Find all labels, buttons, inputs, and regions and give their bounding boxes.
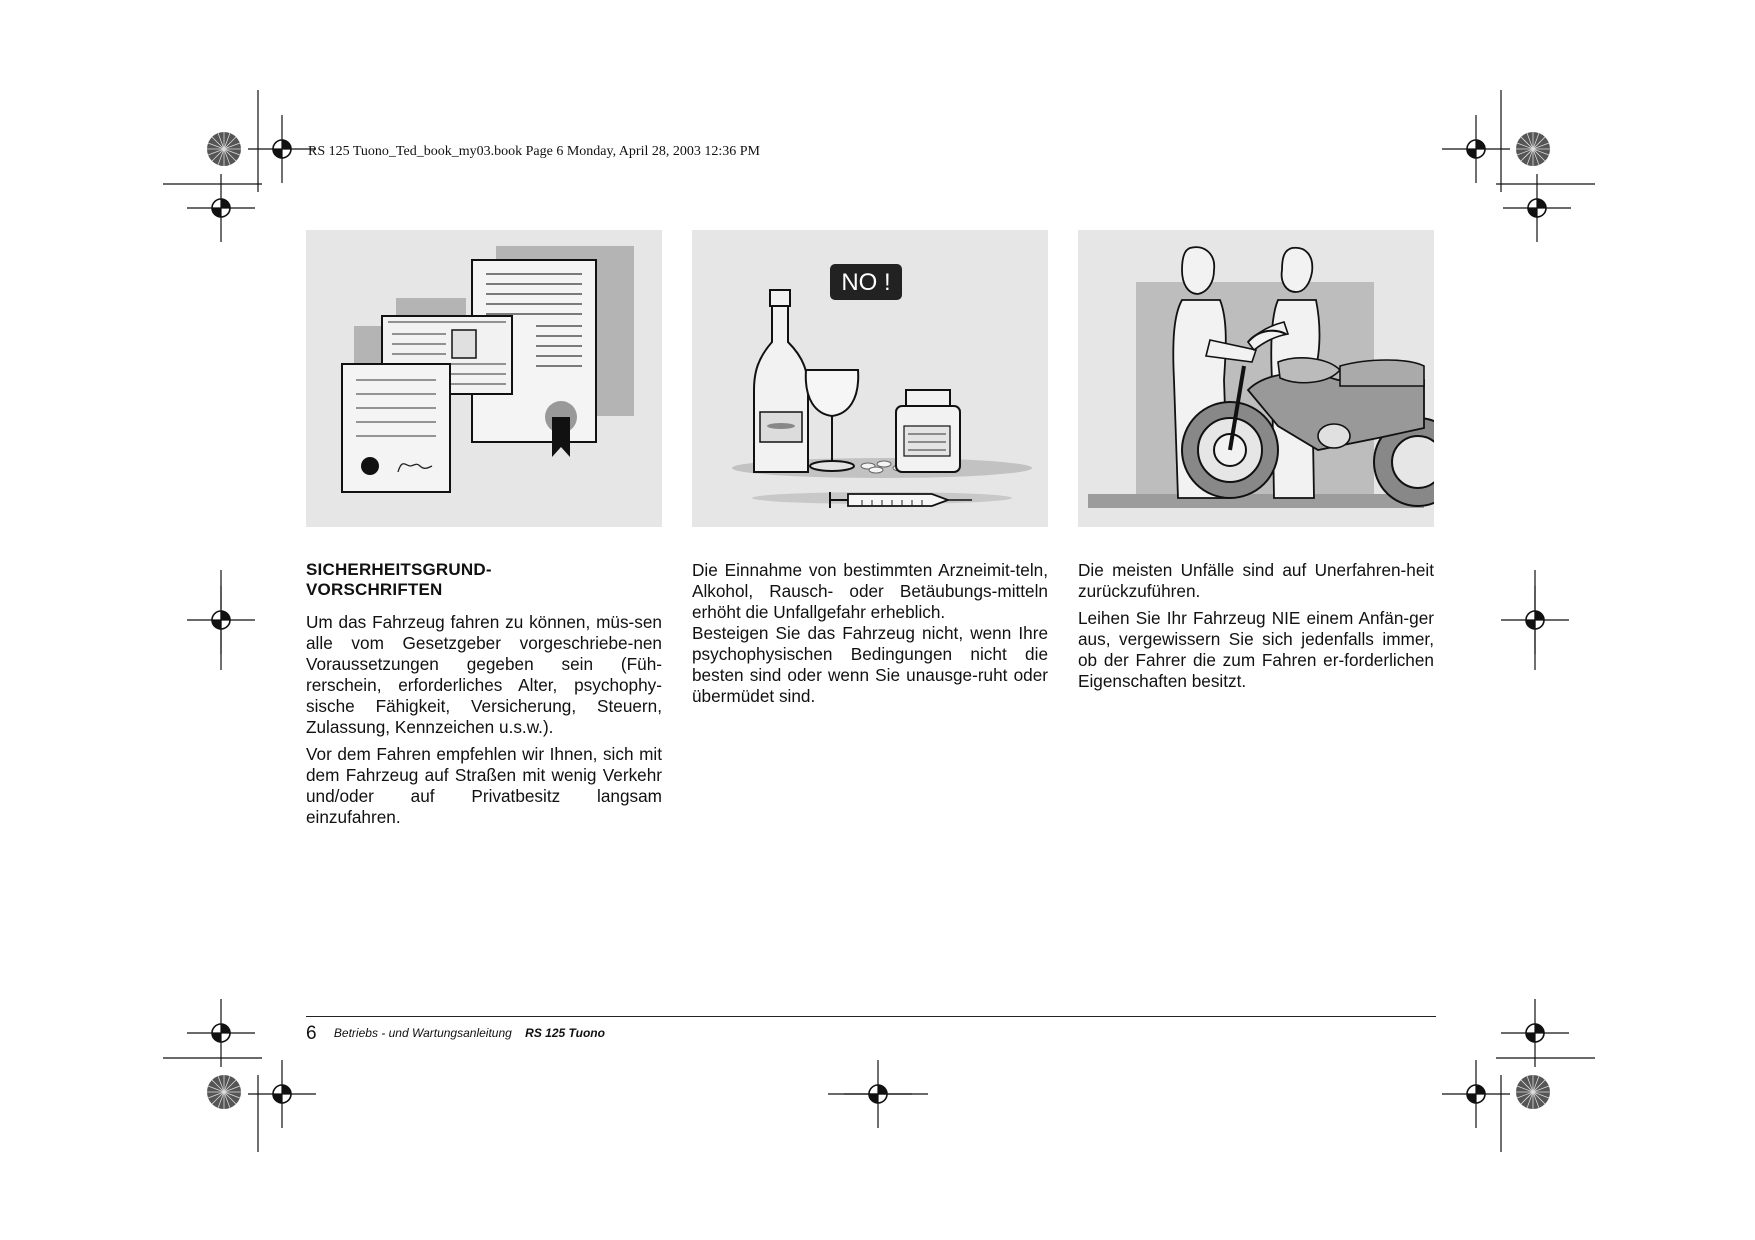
no-badge: NO ! — [841, 269, 891, 296]
paragraph: Leihen Sie Ihr Fahrzeug NIE einem Anfän-ger aus, vergewissern Sie sich jedenfalls immer, ob der Fahrer die zum Fahren er-forderlichen Eigenschaften besitzt. — [1078, 608, 1434, 691]
print-header: RS 125 Tuono_Ted_book_my03.book Page 6 Monday, April 28, 2003 12:36 PM — [308, 144, 760, 159]
paragraph: Vor dem Fahren empfehlen wir Ihnen, sich mit dem Fahrzeug auf Straßen mit wenig Verkehr und/oder auf Privatbesitz langsam einzufahren. — [306, 744, 662, 827]
figure-documents — [306, 230, 662, 527]
paragraph: Besteigen Sie das Fahrzeug nicht, wenn Ihre psychophysischen Bedingungen nicht die besten sind oder wenn Sie unausge-ruht oder übermüdet sind. — [692, 623, 1048, 706]
section-heading — [306, 560, 662, 600]
page-number: 6 — [306, 1023, 317, 1044]
paragraph: Die Einnahme von bestimmten Arzneimit-teln, Alkohol, Rausch- oder Betäubungs-mitteln erhöht die Unfallgefahr erheblich. — [692, 560, 1048, 622]
heading-line-1: SICHERHEITSGRUND- — [306, 560, 492, 579]
model-name: RS 125 Tuono — [525, 1026, 605, 1040]
column-left — [306, 560, 662, 834]
substances-illustration — [692, 230, 1048, 527]
figure-substances — [692, 230, 1048, 527]
heading-line-2: VORSCHRIFTEN — [306, 580, 443, 599]
paragraph: Um das Fahrzeug fahren zu können, müs-sen alle vom Gesetzgeber vorgeschriebe-nen Voraussetzungen gegeben sein (Füh-rerschein, erforderliches Alter, psychophy-sische Fähigkeit, Versicherung, Steuern, Zulassung, Kennzeichen u.s.w.). — [306, 612, 662, 737]
footer-rule — [306, 1016, 1436, 1017]
column-middle — [692, 560, 1048, 713]
riders-illustration — [1078, 230, 1434, 527]
page-footer — [306, 1023, 605, 1045]
manual-title: Betriebs - und Wartungsanleitung — [333, 1026, 512, 1040]
figure-riders — [1078, 230, 1434, 527]
documents-illustration — [306, 230, 662, 527]
column-right — [1078, 560, 1434, 698]
paragraph: Die meisten Unfälle sind auf Unerfahren-heit zurückzuführen. — [1078, 560, 1434, 601]
